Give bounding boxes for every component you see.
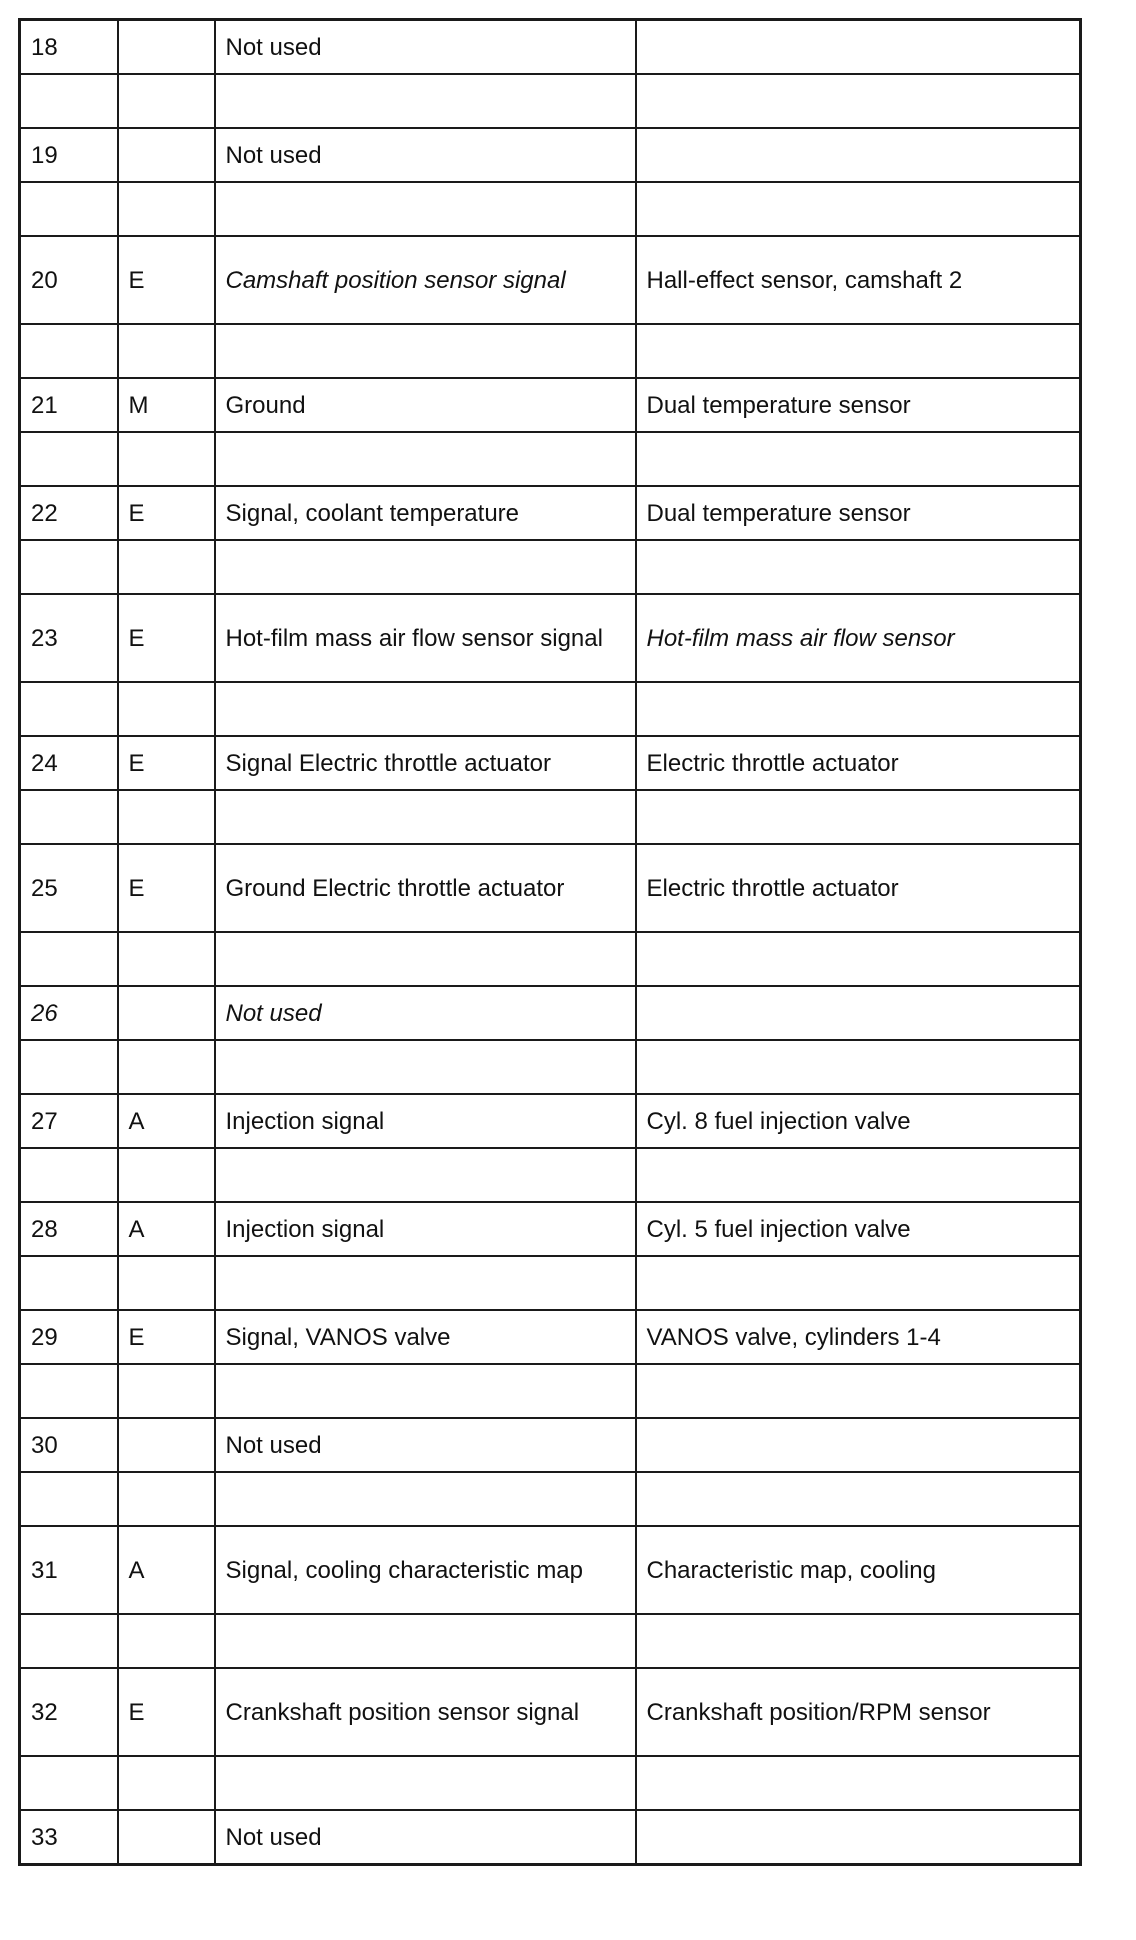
signal-type-cell bbox=[118, 986, 215, 1040]
pin-number-cell: 29 bbox=[20, 1310, 118, 1364]
spacer-row bbox=[20, 1148, 1081, 1202]
table-row bbox=[20, 1668, 1081, 1756]
table-row bbox=[20, 20, 1081, 75]
spacer-row bbox=[20, 1614, 1081, 1668]
pin-number-cell: 31 bbox=[20, 1526, 118, 1614]
table-row bbox=[20, 1202, 1081, 1256]
signal-type-cell: A bbox=[118, 1202, 215, 1256]
description-cell: Not used bbox=[215, 1810, 636, 1865]
signal-type-cell: E bbox=[118, 594, 215, 682]
signal-type-cell bbox=[118, 1810, 215, 1865]
signal-type-cell bbox=[118, 1418, 215, 1472]
signal-type-cell bbox=[118, 128, 215, 182]
table-row bbox=[20, 236, 1081, 324]
pin-number-cell: 33 bbox=[20, 1810, 118, 1865]
pin-number-cell: 30 bbox=[20, 1418, 118, 1472]
signal-type-cell: E bbox=[118, 486, 215, 540]
description-cell: Ground bbox=[215, 378, 636, 432]
table-row bbox=[20, 736, 1081, 790]
connection-cell bbox=[636, 128, 1081, 182]
description-cell: Not used bbox=[215, 986, 636, 1040]
pin-number-cell: 20 bbox=[20, 236, 118, 324]
pin-number-cell: 22 bbox=[20, 486, 118, 540]
table-row bbox=[20, 1310, 1081, 1364]
description-cell: Signal Electric throttle actuator bbox=[215, 736, 636, 790]
connection-cell bbox=[636, 20, 1081, 75]
connection-cell: Electric throttle actuator bbox=[636, 736, 1081, 790]
description-cell: Not used bbox=[215, 20, 636, 75]
spacer-row bbox=[20, 182, 1081, 236]
description-cell: Signal, coolant temperature bbox=[215, 486, 636, 540]
spacer-row bbox=[20, 932, 1081, 986]
signal-type-cell: M bbox=[118, 378, 215, 432]
pin-number-cell: 18 bbox=[20, 20, 118, 75]
pin-number-cell: 25 bbox=[20, 844, 118, 932]
connection-cell: Dual temperature sensor bbox=[636, 486, 1081, 540]
spacer-row bbox=[20, 1040, 1081, 1094]
spacer-row bbox=[20, 540, 1081, 594]
spacer-row bbox=[20, 324, 1081, 378]
signal-type-cell: E bbox=[118, 844, 215, 932]
signal-type-cell: E bbox=[118, 236, 215, 324]
pin-number-cell: 27 bbox=[20, 1094, 118, 1148]
pin-assignment-table bbox=[18, 18, 1082, 1866]
signal-type-cell: E bbox=[118, 1668, 215, 1756]
table-row bbox=[20, 844, 1081, 932]
description-cell: Crankshaft position sensor signal bbox=[215, 1668, 636, 1756]
description-cell: Not used bbox=[215, 1418, 636, 1472]
description-cell: Not used bbox=[215, 128, 636, 182]
pin-number-cell: 24 bbox=[20, 736, 118, 790]
description-cell: Injection signal bbox=[215, 1202, 636, 1256]
spacer-row bbox=[20, 1364, 1081, 1418]
connection-cell: Cyl. 8 fuel injection valve bbox=[636, 1094, 1081, 1148]
spacer-row bbox=[20, 790, 1081, 844]
spacer-row bbox=[20, 432, 1081, 486]
table-row bbox=[20, 1094, 1081, 1148]
connection-cell bbox=[636, 1810, 1081, 1865]
connection-cell: Hall-effect sensor, camshaft 2 bbox=[636, 236, 1081, 324]
pin-number-cell: 32 bbox=[20, 1668, 118, 1756]
table-row bbox=[20, 1418, 1081, 1472]
pin-number-cell: 28 bbox=[20, 1202, 118, 1256]
spacer-row bbox=[20, 682, 1081, 736]
table-row bbox=[20, 594, 1081, 682]
signal-type-cell: E bbox=[118, 1310, 215, 1364]
description-cell: Signal, cooling characteristic map bbox=[215, 1526, 636, 1614]
description-cell: Ground Electric throttle actuator bbox=[215, 844, 636, 932]
table-row bbox=[20, 1526, 1081, 1614]
table-row bbox=[20, 486, 1081, 540]
connection-cell: Electric throttle actuator bbox=[636, 844, 1081, 932]
table-row bbox=[20, 128, 1081, 182]
description-cell: Injection signal bbox=[215, 1094, 636, 1148]
spacer-row bbox=[20, 1256, 1081, 1310]
description-cell: Hot-film mass air flow sensor signal bbox=[215, 594, 636, 682]
signal-type-cell bbox=[118, 20, 215, 75]
table-row bbox=[20, 1810, 1081, 1865]
connection-cell bbox=[636, 986, 1081, 1040]
pin-table-body bbox=[20, 20, 1081, 1865]
pin-number-cell: 26 bbox=[20, 986, 118, 1040]
spacer-row bbox=[20, 1472, 1081, 1526]
spacer-row bbox=[20, 74, 1081, 128]
connection-cell: Cyl. 5 fuel injection valve bbox=[636, 1202, 1081, 1256]
pin-number-cell: 23 bbox=[20, 594, 118, 682]
connection-cell: Crankshaft position/RPM sensor bbox=[636, 1668, 1081, 1756]
pin-number-cell: 19 bbox=[20, 128, 118, 182]
description-cell: Signal, VANOS valve bbox=[215, 1310, 636, 1364]
table-row bbox=[20, 986, 1081, 1040]
connection-cell: Hot-film mass air flow sensor bbox=[636, 594, 1081, 682]
description-cell: Camshaft position sensor signal bbox=[215, 236, 636, 324]
connection-cell: Dual temperature sensor bbox=[636, 378, 1081, 432]
signal-type-cell: A bbox=[118, 1094, 215, 1148]
signal-type-cell: A bbox=[118, 1526, 215, 1614]
table-row bbox=[20, 378, 1081, 432]
spacer-row bbox=[20, 1756, 1081, 1810]
connection-cell: Characteristic map, cooling bbox=[636, 1526, 1081, 1614]
pin-number-cell: 21 bbox=[20, 378, 118, 432]
signal-type-cell: E bbox=[118, 736, 215, 790]
connection-cell: VANOS valve, cylinders 1-4 bbox=[636, 1310, 1081, 1364]
connection-cell bbox=[636, 1418, 1081, 1472]
